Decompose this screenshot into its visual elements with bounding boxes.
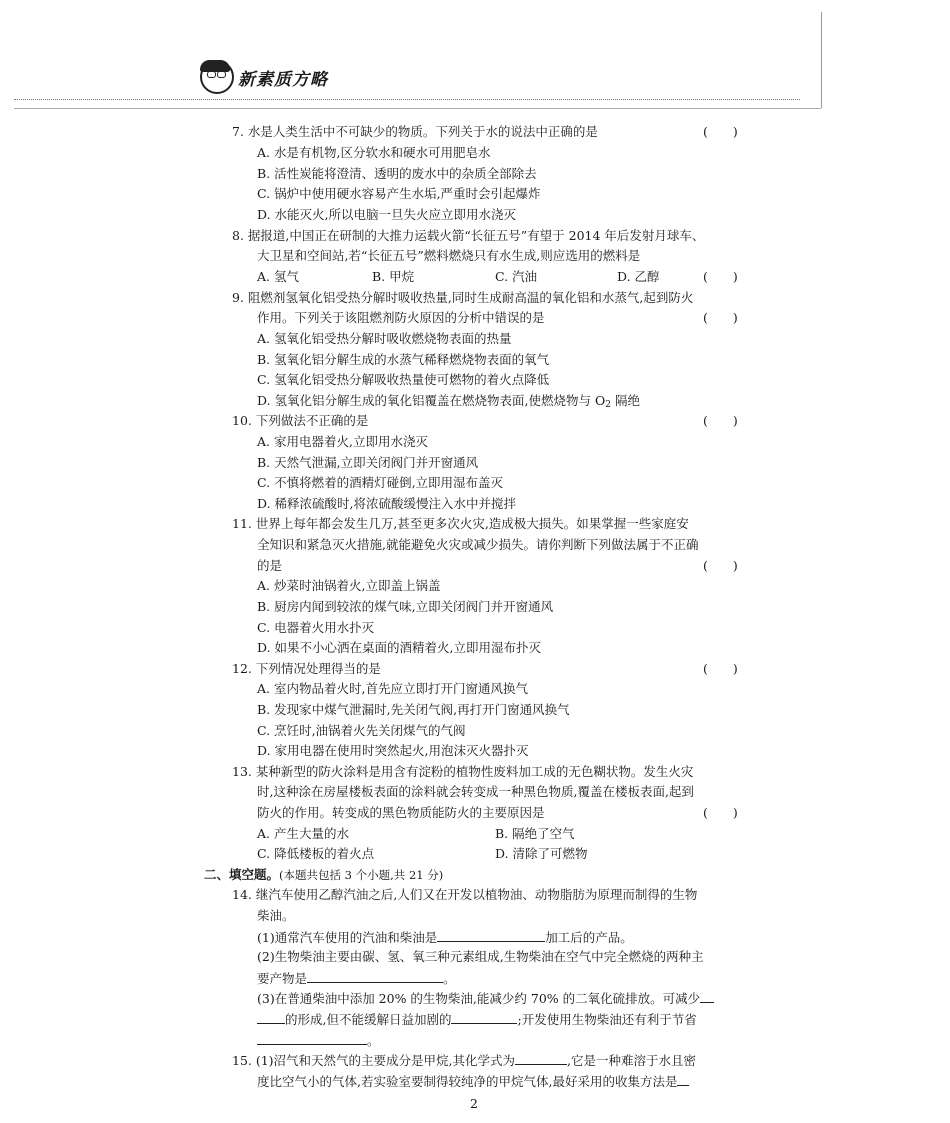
q11-option-c: C. 电器着火用水扑灭	[257, 620, 375, 635]
q10-stem: 10. 下列做法不正确的是	[232, 413, 369, 428]
q8-option-a: A. 氢气	[257, 269, 299, 284]
q12-option-a: A. 室内物品着火时,首先应立即打开门窗通风换气	[257, 681, 528, 696]
q8-stem-line2: 大卫星和空间站,若“长征五号”燃料燃烧只有水生成,则应选用的燃料是	[257, 248, 641, 263]
q13-stem-line2: 时,这种涂在房屋楼板表面的涂料就会转变成一种黑色物质,覆盖在楼板表面,起到	[257, 784, 694, 799]
q9-option-b: B. 氢氧化铝分解生成的水蒸气稀释燃烧物表面的氧气	[257, 352, 550, 367]
q14-blank2[interactable]	[307, 970, 443, 983]
page-edge-line	[821, 12, 822, 108]
q7-answer-bracket[interactable]: ( )	[703, 124, 738, 139]
q12-answer-bracket[interactable]: ( )	[703, 661, 738, 676]
q11-option-d: D. 如果不小心洒在桌面的酒精着火,立即用湿布扑灭	[257, 640, 541, 655]
q10-option-a: A. 家用电器着火,立即用水浇灭	[257, 434, 428, 449]
q14-blank5[interactable]	[257, 1032, 367, 1045]
q9-option-d: D. 氢氧化铝分解生成的氧化铝覆盖在燃烧物表面,使燃烧物与 $O_2$ 隔绝	[257, 393, 640, 410]
q13-stem-line1: 13. 某种新型的防火涂料是用含有淀粉的植物性废料加工成的无色糊状物。发生火灾	[232, 764, 694, 779]
brand-name: 新素质方略	[238, 69, 328, 90]
q7-option-b: B. 活性炭能将澄清、透明的废水中的杂质全部除去	[257, 166, 537, 181]
q10-option-d: D. 稀释浓硫酸时,将浓硫酸缓慢注入水中并搅拌	[257, 496, 516, 511]
q11-stem-line1: 11. 世界上每年都会发生几万,甚至更多次火灾,造成极大损失。如果掌握一些家庭安	[232, 516, 689, 531]
brand-logo	[200, 60, 328, 94]
page-number: 2	[470, 1096, 478, 1111]
mascot-face-icon	[200, 60, 234, 94]
q9-answer-bracket[interactable]: ( )	[703, 310, 738, 325]
q15-line2: 度比空气小的气体,若实验室要制得较纯净的甲烷气体,最好采用的收集方法是	[257, 1073, 689, 1090]
q9-option-a: A. 氢氧化铝受热分解时吸收燃烧物表面的热量	[257, 331, 512, 346]
q13-option-b: B. 隔绝了空气	[495, 826, 575, 841]
q14-part2-line2: 要产物是 。	[257, 971, 456, 986]
q7-option-c: C. 锅炉中使用硬水容易产生水垢,严重时会引起爆炸	[257, 186, 541, 201]
q14-blank1[interactable]	[437, 929, 545, 942]
q14-part1: (1)通常汽车使用的汽油和柴油是 加工后的产品。	[257, 930, 633, 945]
header-divider-solid	[14, 108, 821, 109]
q14-part3-line2: 的形成,但不能缓解日益加剧的 ;开发使用生物柴油还有利于节省	[257, 1011, 697, 1028]
q10-answer-bracket[interactable]: ( )	[703, 413, 738, 428]
q10-option-b: B. 天然气泄漏,立即关闭阀门并开窗通风	[257, 455, 479, 470]
q14-part3-line3: 。	[257, 1032, 380, 1049]
q13-option-c: C. 降低楼板的着火点	[257, 846, 375, 861]
q8-stem-line1: 8. 据报道,中国正在研制的大推力运载火箭“长征五号”有望于 2014 年后发射月球车、	[232, 228, 705, 243]
q14-part2-line1: (2)生物柴油主要由碳、氢、氧三种元素组成,生物柴油在空气中完全燃烧的两种主	[257, 949, 704, 964]
q11-option-b: B. 厨房内闻到较浓的煤气味,立即关闭阀门并开窗通风	[257, 599, 554, 614]
q14-stem-line2: 柴油。	[257, 908, 295, 923]
q14-blank4[interactable]	[451, 1011, 517, 1024]
q12-option-b: B. 发现家中煤气泄漏时,先关闭气阀,再打开门窗通风换气	[257, 702, 570, 717]
q13-answer-bracket[interactable]: ( )	[703, 805, 738, 820]
q7-stem: 7. 水是人类生活中不可缺少的物质。下列关于水的说法中正确的是	[232, 124, 598, 139]
q13-option-a: A. 产生大量的水	[257, 826, 349, 841]
q12-stem: 12. 下列情况处理得当的是	[232, 661, 381, 676]
q11-stem-line2: 全知识和紧急灭火措施,就能避免火灾或减少损失。请你判断下列做法属于不正确	[257, 537, 699, 552]
q11-answer-bracket[interactable]: ( )	[703, 558, 738, 573]
q8-option-b: B. 甲烷	[372, 269, 415, 284]
q15-blank2[interactable]	[677, 1073, 689, 1086]
q14-part3-line1: (3)在普通柴油中添加 20% 的生物柴油,能减少约 70% 的二氧化硫排放。可减少	[257, 990, 714, 1007]
q14-blank3b[interactable]	[257, 1011, 285, 1024]
q12-option-c: C. 烹饪时,油锅着火先关闭煤气的气阀	[257, 723, 466, 738]
q8-answer-bracket[interactable]: ( )	[703, 269, 738, 284]
q12-option-d: D. 家用电器在使用时突然起火,用泡沫灭火器扑灭	[257, 743, 529, 758]
q15-line1: 15. (1)沼气和天然气的主要成分是甲烷,其化学式为 ,它是一种难溶于水且密	[232, 1053, 697, 1068]
q9-stem-line1: 9. 阻燃剂氢氧化铝受热分解时吸收热量,同时生成耐高温的氧化铝和水蒸气,起到防火	[232, 290, 694, 305]
q14-blank3a[interactable]	[700, 990, 714, 1003]
section2-heading: 二、填空题。(本题共包括 3 个小题,共 21 分)	[204, 867, 444, 882]
q14-stem-line1: 14. 继汽车使用乙醇汽油之后,人们又在开发以植物油、动物脂肪为原理而制得的生物	[232, 887, 698, 902]
q8-option-c: C. 汽油	[495, 269, 538, 284]
q10-option-c: C. 不慎将燃着的酒精灯碰倒,立即用湿布盖灭	[257, 475, 504, 490]
q15-blank1[interactable]	[515, 1052, 567, 1065]
q11-stem-line3: 的是	[257, 558, 283, 573]
header-divider	[14, 99, 800, 100]
q8-option-d: D. 乙醇	[617, 269, 660, 284]
q7-option-d: D. 水能灭火,所以电脑一旦失火应立即用水浇灭	[257, 207, 516, 222]
q9-stem-line2: 作用。下列关于该阻燃剂防火原因的分析中错误的是	[257, 310, 545, 325]
q7-option-a: A. 水是有机物,区分软水和硬水可用肥皂水	[257, 145, 491, 160]
q11-option-a: A. 炒菜时油锅着火,立即盖上锅盖	[257, 578, 441, 593]
q13-stem-line3: 防火的作用。转变成的黑色物质能防火的主要原因是	[257, 805, 545, 820]
q13-option-d: D. 清除了可燃物	[495, 846, 588, 861]
q9-option-c: C. 氢氧化铝受热分解吸收热量使可燃物的着火点降低	[257, 372, 550, 387]
